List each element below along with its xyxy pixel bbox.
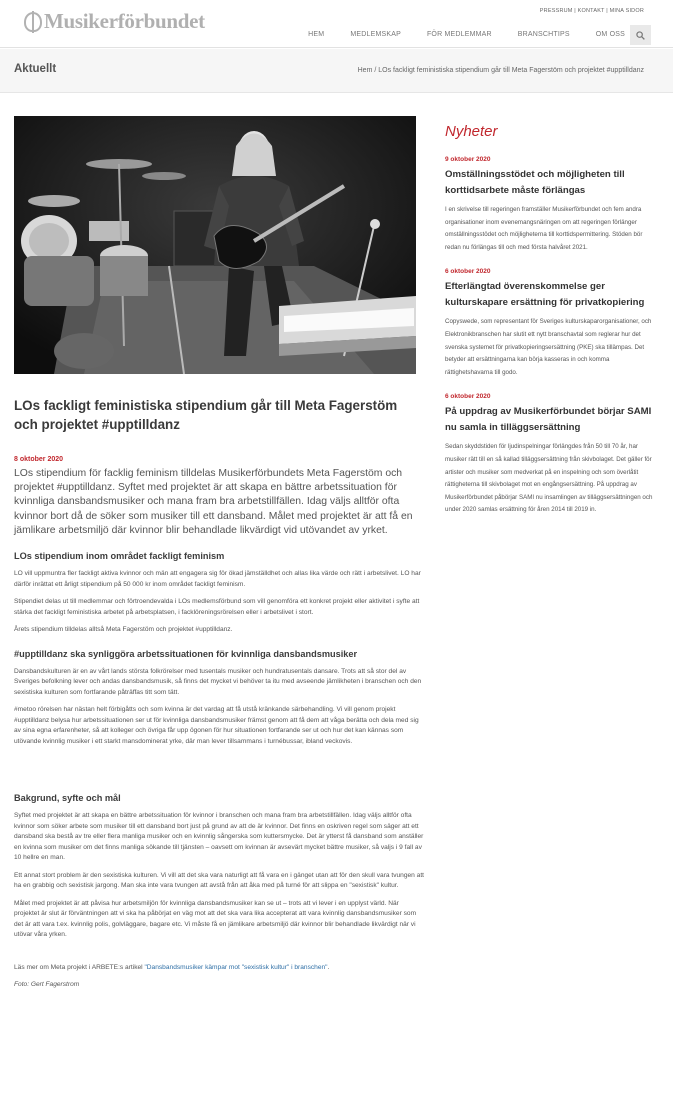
lyre-logo-icon	[24, 12, 42, 32]
breadcrumb-home[interactable]: Hem	[357, 67, 373, 74]
news-item	[445, 393, 653, 517]
nav-item-medlemskap[interactable]: MEDLEMSKAP	[350, 31, 401, 38]
article-paragraph: Syftet med projektet är att skapa en bättre arbetssituation för kvinnor i branschen och mana fram bra arbetstillfällen. Idag väljs alltför ofta kvinnor som söker arbete som musiker till ett dansband bort just på grund av att de är kvinnor. Det finns en oskriven regel som säger att ett dansband ska bestå av tre eller flera manliga musiker och en kvinnlig sångerska som kuttersmycke. Det är ytterst få dansband som anställer en kvinna som musiker om det finns manliga sökande till tjänsten – oavsett om kvinnan är avsevärt mycket bättre musiker, så valjs i 9 fall av 10 hellre en man.	[14, 812, 424, 862]
sidebar-title: Nyheter	[445, 123, 498, 140]
article-paragraph: Årets stipendium tilldelas alltså Meta Fagerstöm och projektet #upptilldanz.	[14, 626, 233, 634]
read-more-end: .	[327, 963, 330, 971]
nav-item-om-oss[interactable]: OM OSS	[595, 31, 625, 38]
site-logo[interactable]	[24, 9, 205, 34]
search-icon	[636, 31, 645, 40]
nav-item-for-medlemmar[interactable]: FÖR MEDLEMMAR	[426, 31, 492, 38]
article-title: LOs fackligt feministiska stipendium går till Meta Fagerstöm och projektet #upptilldanz	[14, 398, 398, 432]
read-more-paragraph	[14, 963, 424, 974]
article-date: 8 oktober 2020	[14, 456, 64, 463]
news-sidebar	[445, 123, 653, 517]
news-item	[445, 268, 653, 379]
section-heading: LOs stipendium inom området fackligt feminism	[14, 551, 225, 562]
top-links[interactable]: PRESSRUM | KONTAKT | MINA SIDOR	[539, 8, 644, 14]
article-lead: LOs stipendium för facklig feminism tilldelas Musikerförbundets Meta Fagerstöm och projektet #upptilldanz. Syftet med projektet är att skapa en bättre arbetssituation för kvinnliga dansbandsmusiker och mana fram bra arbetstillfällen. Idag väljs alltför ofta kvinnor bort då de söker som musiker till ett dansband. Målet med projektet är att få en jämlikare arbetsmiljö där kvinnor blir behandlade likvärdigt vid utövandet av yrket.	[14, 468, 413, 536]
news-excerpt: Sedan skyddstiden för ljudinspelningar förlängdes från 50 till 70 år, har musiker rätt till en så kallad tilläggsersättning från skivbolaget. Det gäller för artister och musiker som medverkat på en inspelning och som överlåtit rättigheterna till skivbolaget mot en engångsersättning. På uppdrag av Musikerförbundet påbörjar SAMI nu insamlingen av tilläggsersättningen och under 2020 samlas ersättning för åren 2014 till 2019 in.	[445, 443, 653, 514]
nav-item-branschtips[interactable]: BRANSCHTIPS	[517, 31, 570, 38]
article-paragraph: Ett annat stort problem är den sexistiska kulturen. Vi vill att det ska vara naturligt att få vara en i gänget utan att för den skull vara tvungen att ha en grabbig och sexistisk jargong. Man ska inte vara tvungen att avstå från att åka med på turné för att slippa en "sexistisk" kultur.	[14, 871, 425, 890]
news-headline-link[interactable]: På uppdrag av Musikerförbundet börjar SAMI nu samla in tilläggsersättning	[445, 406, 652, 433]
news-date: 6 oktober 2020	[445, 268, 491, 276]
search-button[interactable]	[630, 25, 651, 45]
musician-photo-image	[14, 116, 416, 374]
news-excerpt: Copyswede, som representant för Sveriges kulturskaparorganisationer, och Elektronikbranschen har slutit ett nytt branschavtal som reglerar hur det svenska systemet för privatkopieringsersättning (PKE) ska tillämpas. Det betyder att ersättningarna kan börja kasseras in och komma rättighetshavarna till godo.	[445, 318, 652, 376]
news-excerpt: I en skrivelse till regeringen framställer Musikerförbundet och fem andra organisationer inom evenemangsnäringen om att regeringen förlänger omställningsstödet och möjligheterna till korttidspermittering. Stöden bör redan nu förlängas till och med första halvåret 2021.	[445, 206, 643, 251]
article-photo	[14, 116, 416, 374]
news-headline-link[interactable]: Omställningsstödet och möjligheten till korttidsarbete måste förlängas	[445, 169, 625, 196]
breadcrumb	[358, 67, 644, 74]
page-title-bar	[0, 49, 673, 93]
article-paragraph: Målet med projektet är att påvisa hur arbetsmiljön för kvinnliga dansbandsmusiker kan se ut – trots att vi lever i en upplyst värld. När projektet är slut är förväntningen att vi ska ha påbörjat en väg mot att det ska vara lika accepterat att vara kvinnlig dansbandsmusiker som det är att vara t.ex. kvinnlig polis, golvläggare, bagare etc. Vi måste få en jämlikare arbetsmiljö där kvinnor blir behandlade likvärdigt när vi utövar våra yrken.	[14, 899, 417, 939]
article-paragraph: Dansbandskulturen är en av vårt lands största folkrörelser med tusentals musiker och hundratusentals dansare. Trots att så stor del av Sveriges befolkning lever och andas dansbandsmusik, så finns det mycket vi behöver ta itu med avseende jämlikheten i branschen och den sexistiska kulturen som fortfarande påträffas titt som tätt.	[14, 667, 422, 696]
main-nav	[282, 31, 625, 38]
breadcrumb-separator: /	[374, 67, 377, 74]
news-item	[445, 156, 653, 254]
news-headline-link[interactable]: Efterlängtad överenskommelse ger kulturskapare ersättning för privatkopiering	[445, 281, 645, 308]
article-paragraph: LO vill uppmuntra fler fackligt aktiva kvinnor och män att engagera sig för ökad jämställdhet och allas lika värde och rätt i arbetslivet. LO har därför inrättat ett årligt stipendium på 50 000 kr inom området fackligt feminism.	[14, 570, 421, 588]
read-more-text: Läs mer om Meta projekt i ARBETE:s artikel	[14, 963, 145, 971]
logo-text: Musikerförbundet	[44, 9, 205, 33]
article-paragraph: #metoo rörelsen har nästan helt förbigåtts och som kvinna är det vardag att få utstå kränkande särbehandling. Vi vill genom projekt #upptilldanz belysa hur arbetssituationen ser ut för kvinnliga dansbandsmusiker främst genom att få dem att våga berätta och dela med sig av sina egna erfarenheter, så att kolleger och övriga får upp ögonen för hur situationen fortfarande ser ut och hur det kan kännas som utövande kvinnlig musiker i ett starkt mansdominerat yrke, där man lever tillsammans i turnébussar, ibland veckovis.	[14, 706, 419, 745]
news-date: 6 oktober 2020	[445, 393, 491, 401]
page-title: Aktuellt	[14, 63, 57, 75]
breadcrumb-current: LOs fackligt feministiska stipendium går till Meta Fagerstöm och projektet #upptilldanz	[378, 67, 644, 74]
article	[14, 396, 424, 988]
article-paragraph: Stipendiet delas ut till medlemmar och förtroendevalda i LOs medlemsförbund som vill genomföra ett konkret projekt eller aktivitet i syfte att stärka det fackligt feministiska arbetet på arbetsplatsen, i facklöreningsrörelsen eller i arbetslivet i stort.	[14, 598, 420, 616]
arbetet-article-link[interactable]: "Dansbandsmusiker kämpar mot "sexistisk kultur" i branschen"	[144, 963, 328, 971]
section-heading: #upptilldanz ska synliggöra arbetssituationen för kvinnliga dansbandsmusiker	[14, 648, 358, 659]
news-date: 9 oktober 2020	[445, 156, 491, 163]
nav-item-hem[interactable]: HEM	[308, 31, 325, 38]
site-header	[0, 0, 673, 48]
photo-credit: Foto: Gert Fagerstrom	[14, 981, 80, 989]
section-heading: Bakgrund, syfte och mål	[14, 793, 121, 804]
